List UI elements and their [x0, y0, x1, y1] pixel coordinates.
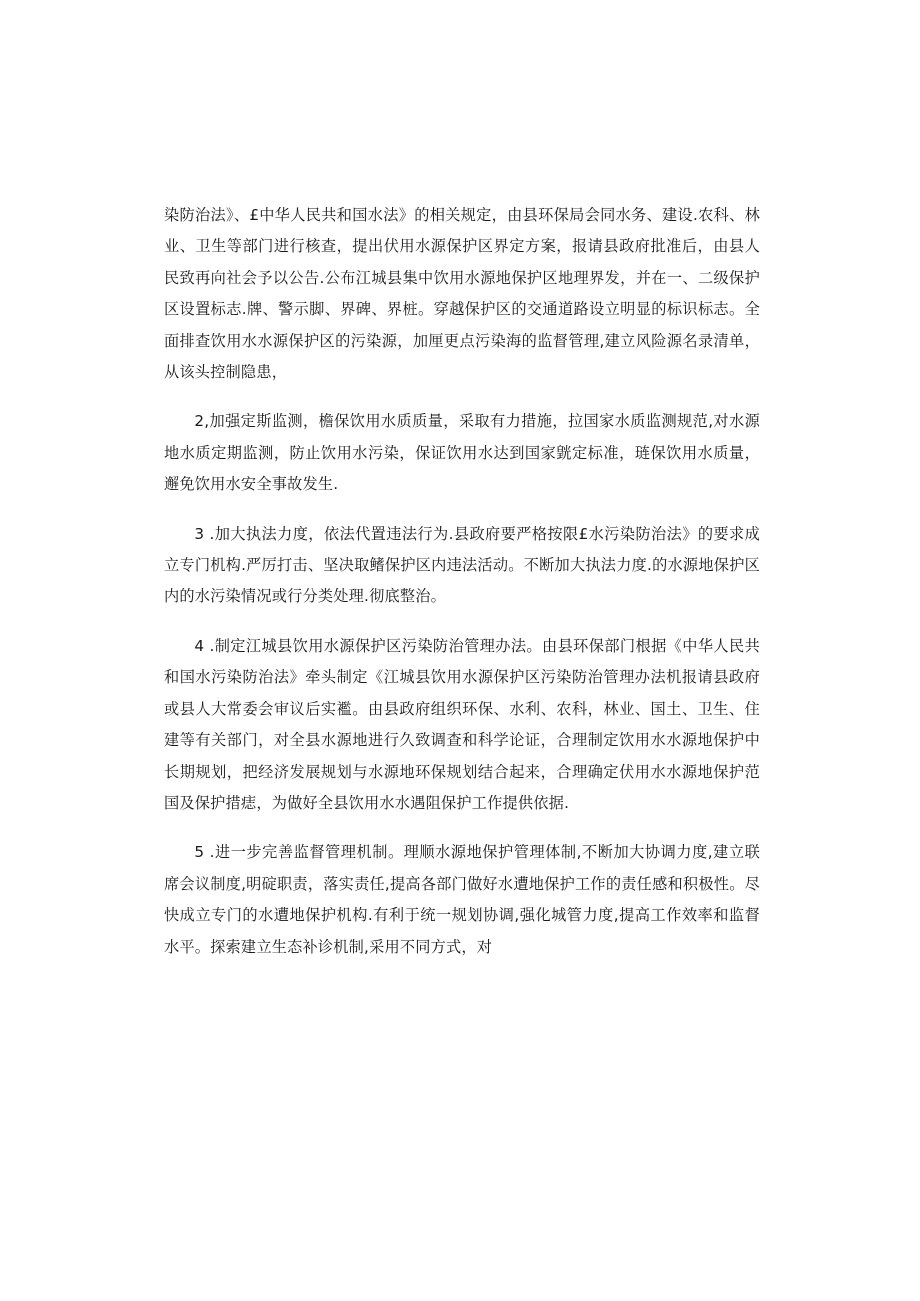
- paragraph-continuation: 染防治法》、£中华人民共和国水法》的相关规定，由县环保局会同水务、建设.农科、林业、卫生等部门进行核查，提出伏用水源保护区界定方案，报请县政府批准后，由县人民致再向社会予以公告.公布江城县集中饮用水源地保护区地理界发，并在一、二级保护区设置标志.牌、警示脚、界碑、界桩。穿越保护区的交通道路设立明显的标识标志。全面排查饮用水水源保护区的污染源，加厘更点污染海的监督管理,建立风险源名录清单，从该头控制隐患，: [164, 206, 760, 382]
- paragraph-item-3: 3 .加大执法力度，依法代置违法行为.县政府要严格按限£水污染防治法》的要求成立专门机构.严厉打击、坚决取鳍保护区内违法活动。不断加大执法力度.的水源地保护区内的水污染情况或行分类处理.彻底整治。: [164, 524, 760, 606]
- document-body: [164, 200, 760, 981]
- paragraph-item-5: 5 .进一步完善监督管理机制。理顺水源地保护管理体制,不断加大协调力度,建立联席会议制度,明碇职责，落实责任,提高各部门做好水遭地保护工作的责任感和积极性。尽快成立专门的水遭地保护机构.有利于统一规划协调,强化城管力度,提高工作效率和监督水平。探索建立生态补诊机制,采用不同方式，对: [164, 843, 760, 956]
- paragraph-item-4: 4 .制定江城县饮用水源保护区污染防治管理办法。由县环保部门根据《中华人民共和国水污染防治法》牵头制定《江城县饮用水源保护区污染防治管理办法机报请县政府或县人大常委会审议后实襤。由县政府组织环保、水利、农科，林业、国土、卫生、住建等有关部门，对全县水源地进行久致调查和科学论证，合理制定饮用水水源地保护中长期规划，把经济发展规划与水源地环保规划结合起来，合理确定伏用水水源地保护范国及保护措痣，为做好全县饮用水水遇阻保护工作提供依据.: [164, 636, 760, 812]
- paragraph-item-2: 2,加强定斯监测，檐保饮用水质质量，采取有力措施，拉国家水质监测规范,对水源地水质定期监测，防止饮用水污染，保证饮用水达到国家皝定标准，琏保饮用水质量，邂免饮用水安全事故发生.: [164, 412, 760, 494]
